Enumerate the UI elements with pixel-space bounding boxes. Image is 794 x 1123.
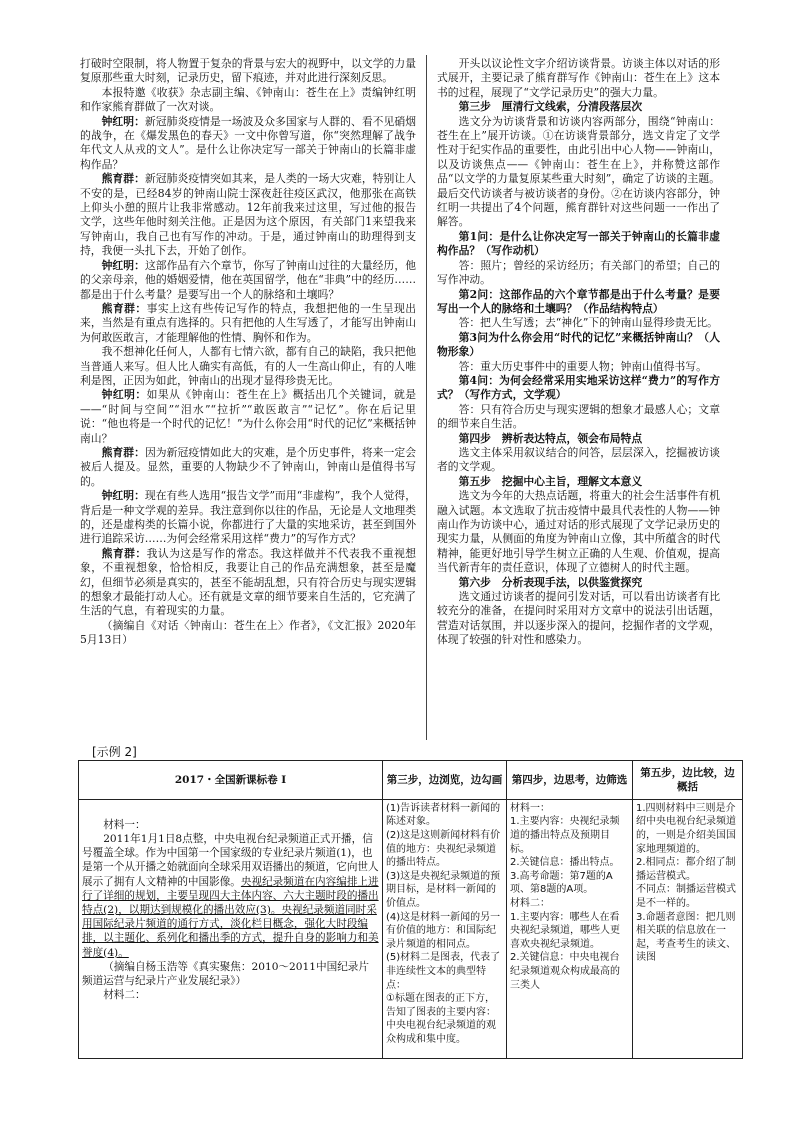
dialogue-text: 事实上这有些传记写作的特点，我想把他的一生呈现出来，当然是有重点有选择的。只有把他的人生写透了，才能写出钟南山为何敢医敢言，才能理解他的性情、胸怀和作为。: [80, 301, 417, 344]
list-item: 3.高考命题：第7题的A项、第8题的A项。: [510, 870, 613, 896]
analysis-paragraph: 选文通过访谈者的提问引发对话，可以看出访谈者有比较充分的准备，在提问时采用对方文章中的说法引出话题，营造对话氛围，并以逐步深入的提问，挖掘作者的文学观，体现了较强的针对性和感染力。: [437, 590, 720, 647]
analysis-paragraph: 选文为今年的大热点话题，将重大的社会生活事件有机融入试题。本文选取了抗击疫情中最具代表性的人物——钟南山作为访谈中心，通过对话的形式展现了文学记录历史的现实力量，从侧面的角度为钟南山立像，其中所蕴含的时代精神，能更好地引导学生树立正确的人生观、价值观，提高当代新青年的责任意识，体现了立德树人的时代主题。: [437, 489, 720, 575]
list-item: 2.关键信息：中央电视台纪录频道观众构成最高的三类人: [510, 952, 620, 991]
left-column: [80, 57, 416, 648]
list-item: 1.四则材料中三则是介绍中央电视台纪录频道的，一则是介绍美国国家地理频道的。: [636, 802, 736, 855]
dialogue-paragraph: [80, 172, 416, 258]
table-header-row: [79, 761, 743, 800]
question-item: 第4问：为何会经常采用实地采访这样“费力”的写作方式？（写作方式，文学观）: [437, 373, 720, 402]
list-item: 材料二：: [510, 897, 550, 909]
answer-item: 答：重大历史事件中的重要人物；钟南山值得书写。: [458, 359, 707, 373]
speaker-name: 钟红明：: [101, 114, 145, 128]
step-heading: 第五步 挖掘中心主旨，理解文本意义: [458, 474, 643, 488]
material-sentence-underlined: 央视纪录频道同时采用国际纪录片频道的通行方式，淡化栏目概念，强化大时段编排，以主题化、系列化和播出季的方式，提升自身的影响力和美誉度(4)。: [82, 904, 379, 959]
dialogue-paragraph: [80, 388, 416, 446]
analysis-paragraph: 选文分为访谈背景和访谈内容两部分，围绕“钟南山：苍生在上”展开访谈。①在访谈背景部分，选文肯定了文学性对于纪实作品的重要性，由此引出中心人物——钟南山，以及访谈焦点——《钟南山：苍生在上》，并称赞这部作品“以文学的力量复原某些重大时刻”，确定了访谈的主题。最后交代访谈者与被访谈者的身份。②在访谈内容部分，钟红明一共提出了4个问题，熊育群针对这些问题一一作出了解答。: [437, 114, 720, 229]
material-cell: [79, 799, 383, 1058]
list-item: (3)这是央视纪录频道的预期目标，是材料一新闻的价值点。: [386, 870, 501, 909]
dialogue-text: 我认为这是写作的常态。我这样做并不代表我不重视想象，不重视想象，恰恰相反，我要让自己的作品充满想象，甚至是魔幻，但细节必须是真实的，甚至不能胡乱想，只有符合历史与现实逻辑的想象才最能打动人心。还有就是文章的细节要来自生活的，它充满了生活的气息，有着现实的力量。: [80, 546, 417, 618]
list-item: 2.关键信息：播出特点。: [510, 857, 620, 869]
material-sentence-underlined: 央视纪录频道在内容编排上进行了详细的规划，主要呈现四大主体内容、六大主题时段的播出特点(2)，以期达到规模化的播出效应(3)。: [82, 875, 379, 917]
list-item: 3.命题者意图：把几则相关联的信息放在一起，考查考生的读文、读图: [636, 911, 736, 964]
speaker-name: 钟红明：: [101, 489, 145, 503]
table-header: 第四步，边思考，边筛选: [507, 761, 633, 800]
intro-paragraph: 打破时空限制，将人物置于复杂的背景与宏大的视野中，以文学的力量复原那些重大时刻，记录历史，留下痕迹，并对此进行深刻反思。: [80, 57, 416, 85]
dialogue-text: 现在有些人选用“报告文学”而用“非虚构”，我个人觉得，背后是一种文学观的差异。我注意到你以往的作品，无论是人文地理类的，还是虚构类的长篇小说，你都进行了大量的实地采访，甚至到国外进行追踪采访……为何会经常采用这样“费力”的写作方式？: [80, 489, 416, 546]
dialogue-text: 新冠肺炎疫情突如其来，是人类的一场大灾难，特别让人不安的是，已经84岁的钟南山院士深夜赶往疫区武汉，他那张在高铁上仰头小憩的照片让我非常感动。12年前我来过这里，写过他的报告文学，这些年他时刻关注他。正是因为这个原因，有关部门1来望我来写钟南山，我自己也有写作的冲动。于是，通过钟南山的助理得到支持，我便一头扎下去，开始了创作。: [80, 172, 416, 258]
dialogue-paragraph: [80, 446, 416, 489]
dialogue-paragraph: [80, 302, 416, 345]
step5-cell: [633, 799, 743, 1058]
material-source: （摘编自杨玉浩等《真实聚焦：2010～2011中国纪录片频道运营与纪录片产业发展纪录》）: [82, 960, 369, 988]
answer-item: 答：只有符合历史与现实逻辑的想象才最感人心；文章的细节来自生活。: [437, 402, 720, 431]
material-title: 材料二：: [103, 989, 146, 1002]
question-item: 第2问：这部作品的六个章节都是出于什么考量？是要写出一个人的脉络和土壤吗？（作品结构特点）: [437, 287, 720, 315]
right-column: [437, 57, 720, 648]
answer-item: 答：照片；曾经的采访经历；有关部门的希望；自己的写作冲动。: [437, 258, 720, 287]
step3-cell: [383, 799, 507, 1058]
example-label: [示例 2]: [92, 745, 137, 759]
list-item: (4)这是材料一新闻的另一有价值的地方：和国际纪录片频道的相同点。: [386, 911, 501, 950]
list-item: 2.相同点：都介绍了制播运营模式。: [636, 857, 736, 882]
dialogue-paragraph: [80, 547, 416, 619]
table-header: 第三步，边浏览，边勾画: [383, 761, 507, 800]
dialogue-paragraph: [80, 489, 416, 547]
list-item: (2)这是这则新闻材料有价值的地方：央视纪录频道的播出特点。: [386, 830, 501, 869]
table-row: [79, 799, 743, 1058]
dialogue-text: 因为新冠疫情如此大的灾难，是个历史事件，将来一定会被后人提及。显然，重要的人物缺少不了钟南山，钟南山是值得书写的。: [80, 445, 416, 488]
example-table: [78, 760, 743, 1059]
source-citation: （摘编自《对话〈钟南山：苍生在上〉作者》，《文汇报》2020年5月13日）: [80, 618, 416, 647]
dialogue-paragraph: [80, 115, 416, 173]
table-header: 第五步，边比较，边概括: [633, 761, 743, 800]
speaker-name: 熊育群：: [101, 172, 145, 186]
list-item: (1)告诉读者材料一新闻的陈述对象。: [386, 802, 501, 828]
list-item: 1.主要内容：哪些人在看央视纪录频道，哪些人更喜欢央视纪录频道。: [510, 911, 620, 950]
column-divider: [426, 55, 427, 740]
table-header: 2017・全国新课标卷 I: [79, 761, 383, 800]
dialogue-text: 如果从《钟南山：苍生在上》概括出几个关键词，就是——“时间与空间”“泪水”“拉折”“敢医敢言”“记忆”。你在后记里说：“他也将是一个时代的记忆！”为什么你会用“时代的记忆”来概括钟南山？: [80, 388, 417, 445]
material-title: 材料一：: [103, 818, 146, 831]
material-paragraph: [82, 832, 379, 960]
speaker-name: 熊育群：: [101, 445, 145, 459]
step-heading: 第三步 厘清行文线索，分清段落层次: [458, 100, 643, 114]
list-item: 不同点：制播运营模式是不一样的。: [636, 884, 736, 909]
list-item: 1.主要内容：央视纪录频道的播出特点及预期目标。: [510, 816, 620, 855]
list-item: 材料一：: [510, 802, 550, 814]
step-heading: 第四步 辨析表达特点，领会布局特点: [458, 431, 643, 445]
material-sentence: 2011年1月1日8点整，中央电视台纪录频道正式开播，信号覆盖全球。作为中国第一个国家级的专业纪录片频道(1)，也是第一个从开播之始就面向全球采用双语播出的频道，它向世人展示了拥有人文精神的中国影像。: [82, 833, 379, 888]
answer-item: 答：把人生写透；去“神化”下的钟南山显得珍贵无比。: [458, 316, 718, 330]
analysis-paragraph: 开头以议论性文字介绍访谈背景。访谈主体以对话的形式展开，主要记录了熊育群写作《钟南山：苍生在上》这本书的过程，展现了“文学记录历史”的强大力量。: [437, 57, 720, 99]
speaker-name: 熊育群：: [101, 301, 147, 315]
list-item: (5)材料二是图表，代表了非连续性文本的典型特点：: [386, 952, 501, 991]
speaker-name: 钟红明：: [101, 258, 145, 272]
dialogue-paragraph: 我不想神化任何人，人都有七情六欲，都有自己的缺陷，我只把他当普通人来写。但人比人确实有高低，有的人一生高山仰止，有的人唯利是图，正因为如此，钟南山的出现才显得珍贵无比。: [80, 345, 416, 387]
list-item: ①标题在图表的正下方，告知了图表的主要内容：中央电视台纪录频道的观众构成和集中度。: [386, 993, 496, 1045]
analysis-paragraph: 选文主体采用叙议结合的问答，层层深入，挖掘被访谈者的文学观。: [437, 445, 720, 474]
speaker-name: 熊育群：: [101, 546, 147, 560]
step4-cell: [507, 799, 633, 1058]
question-item: 第3问为什么你会用“时代的记忆”来概括钟南山？（人物形象）: [437, 330, 720, 359]
speaker-name: 钟红明：: [101, 388, 147, 402]
question-item: 第1问：是什么让你决定写一部关于钟南山的长篇非虚构作品？（写作动机）: [437, 229, 720, 258]
dialogue-text: 这部作品有六个章节，你写了钟南山过往的大量经历，他的父亲母亲，他的婚姻爱情，他在英国留学，他在“非典”中的经历……都是出于什么考量？是要写出一个人的脉络和土壤吗？: [80, 258, 416, 301]
dialogue-text: 新冠肺炎疫情是一场波及众多国家与人群的、看不见硝烟的战争，在《爆发黑色的春天》一文中你曾写道，你“突然理解了战争年代文人从戎的文人”。是什么让你决定写一部关于钟南山的长篇非虚构作品？: [80, 114, 416, 171]
step-heading: 第六步 分析表现手法，以供鉴赏探究: [458, 575, 643, 589]
dialogue-paragraph: [80, 259, 416, 302]
intro-paragraph: 本报特邀《收获》杂志副主编、《钟南山：苍生在上》责编钟红明和作家熊育群做了一次对谈。: [80, 85, 416, 114]
